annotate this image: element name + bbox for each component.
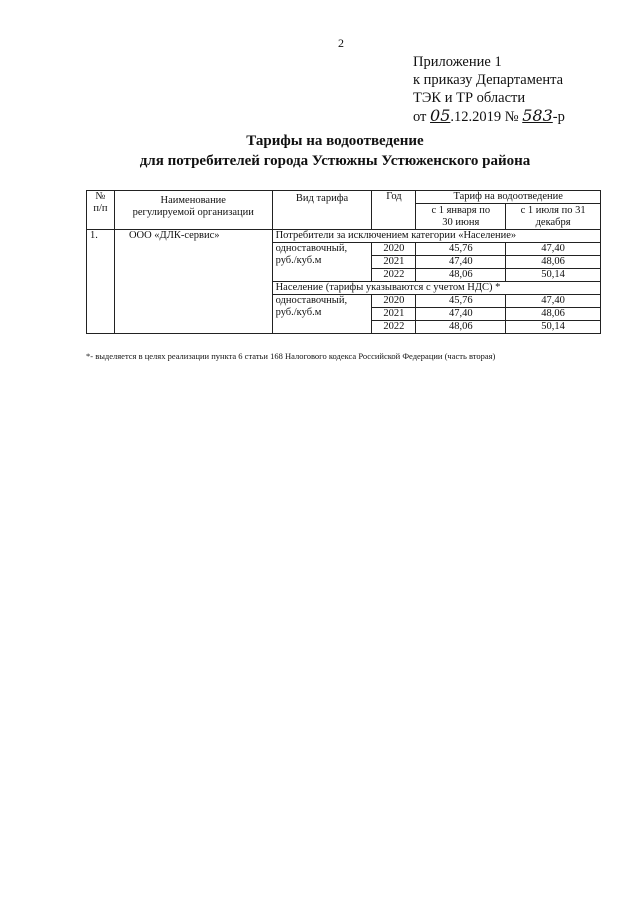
tariff-h2-cell: 48,06 bbox=[506, 308, 601, 321]
row-number: 1. bbox=[87, 230, 115, 334]
tariff-type-1: одноставочный, руб./куб.м bbox=[272, 243, 372, 282]
header-period-2: с 1 июля по 31 декабря bbox=[506, 204, 601, 230]
handwritten-order-number: 583 bbox=[522, 106, 553, 125]
organization-name: ООО «ДЛК-сервис» bbox=[114, 230, 272, 334]
tariff-h1-cell: 47,40 bbox=[416, 308, 506, 321]
tariff-h1-cell: 47,40 bbox=[416, 256, 506, 269]
document-title-line-1: Тарифы на водоотведение bbox=[246, 133, 424, 149]
appendix-line-3: ТЭК и ТР области bbox=[413, 90, 526, 106]
year-cell: 2022 bbox=[372, 269, 416, 282]
page-number: 2 bbox=[338, 36, 344, 50]
appendix-line-2: к приказу Департамента bbox=[413, 72, 564, 88]
header-organization: Наименование регулируемой организации bbox=[114, 191, 272, 230]
group-caption-2: Население (тарифы указываются с учетом НДС) * bbox=[272, 282, 600, 295]
year-cell: 2020 bbox=[372, 243, 416, 256]
table-row bbox=[87, 230, 601, 243]
header-number: № п/п bbox=[87, 191, 115, 230]
group-caption-1: Потребители за исключением категории «Население» bbox=[272, 230, 600, 243]
tariff-table bbox=[86, 190, 601, 334]
appendix-date-prefix: от bbox=[413, 109, 431, 125]
header-year: Год bbox=[372, 191, 416, 230]
appendix-date-mid: .12.2019 № bbox=[450, 109, 523, 125]
year-cell: 2020 bbox=[372, 295, 416, 308]
tariff-h1-cell: 45,76 bbox=[416, 295, 506, 308]
tariff-h2-cell: 48,06 bbox=[506, 256, 601, 269]
appendix-line-1: Приложение 1 bbox=[413, 54, 502, 70]
tariff-h2-cell: 50,14 bbox=[506, 269, 601, 282]
year-cell: 2022 bbox=[372, 321, 416, 334]
year-cell: 2021 bbox=[372, 256, 416, 269]
appendix-header bbox=[413, 53, 565, 126]
table-header-row bbox=[87, 191, 601, 204]
year-cell: 2021 bbox=[372, 308, 416, 321]
header-period-1: с 1 января по 30 июня bbox=[416, 204, 506, 230]
header-tariff: Тариф на водоотведение bbox=[416, 191, 601, 204]
tariff-h1-cell: 48,06 bbox=[416, 269, 506, 282]
tariff-h2-cell: 47,40 bbox=[506, 295, 601, 308]
tariff-h1-cell: 45,76 bbox=[416, 243, 506, 256]
appendix-line-4 bbox=[413, 107, 565, 126]
tariff-h1-cell: 48,06 bbox=[416, 321, 506, 334]
handwritten-day: 05 bbox=[430, 106, 451, 125]
appendix-date-suffix: -р bbox=[552, 109, 565, 125]
footnote: *- выделяется в целях реализации пункта 6 статьи 168 Налогового кодекса Российской Федерации (часть вторая) bbox=[86, 351, 496, 361]
tariff-h2-cell: 50,14 bbox=[506, 321, 601, 334]
tariff-type-2: одноставочный, руб./куб.м bbox=[272, 295, 372, 334]
tariff-h2-cell: 47,40 bbox=[506, 243, 601, 256]
header-tariff-type: Вид тарифа bbox=[272, 191, 372, 230]
document-title-line-2: для потребителей города Устюжны Устюженского района bbox=[139, 153, 531, 169]
